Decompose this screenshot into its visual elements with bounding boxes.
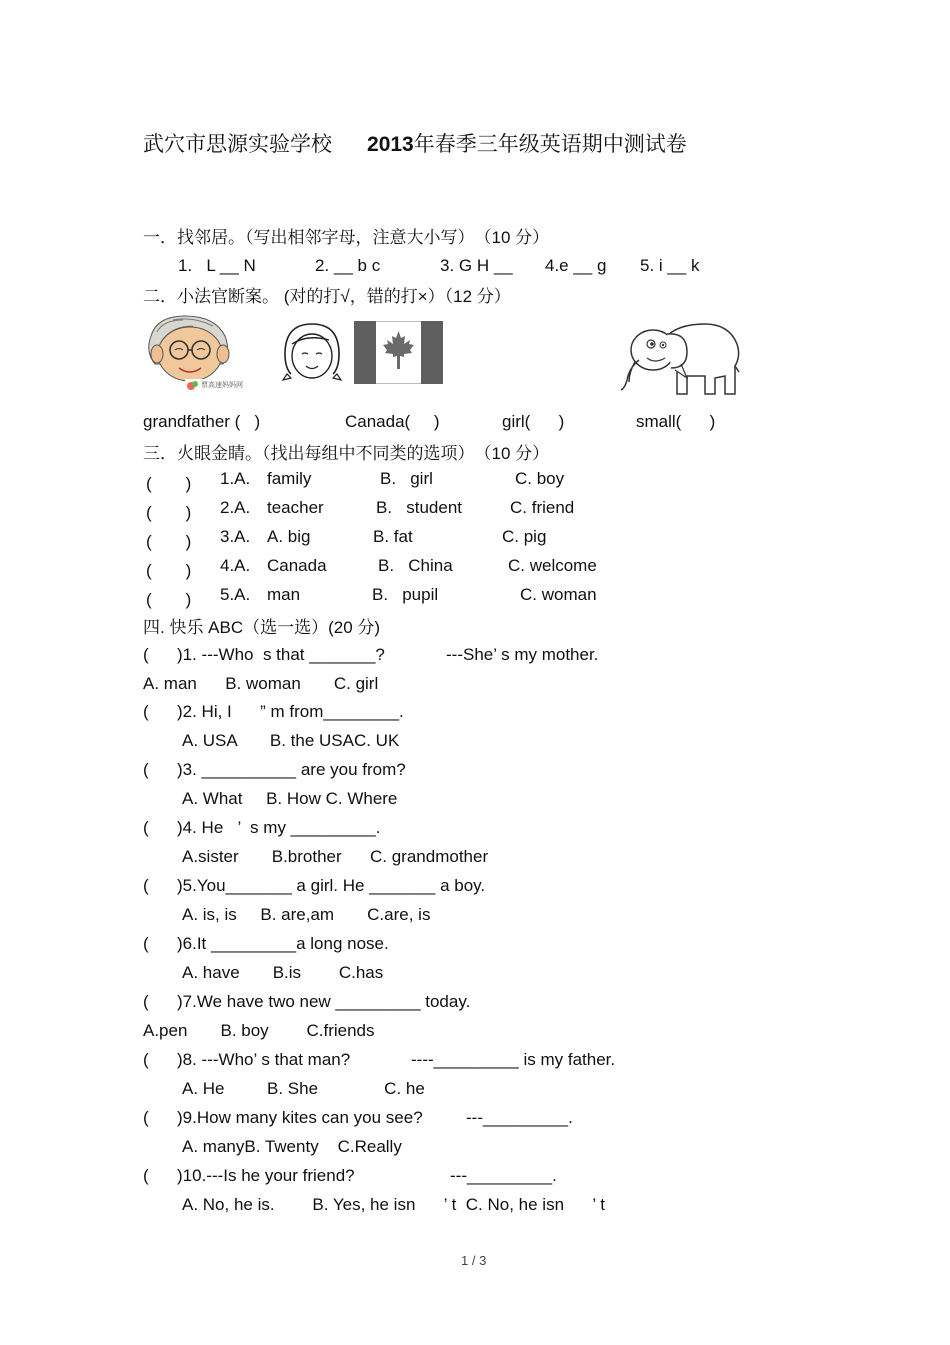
s1-item-1: 1. L __ N xyxy=(178,256,256,275)
s3-row2-a: teacher xyxy=(267,498,324,517)
s3-row5-a: man xyxy=(267,585,301,604)
s3-row2-num: 2.A. xyxy=(220,498,251,517)
q2-options: A. USA B. the USAC. UK xyxy=(182,731,400,750)
s3-row2-bracket: ( ) xyxy=(146,503,192,522)
s3-row3-num: 3.A. xyxy=(220,527,251,546)
page-number: 1 / 3 xyxy=(461,1253,487,1268)
caption-small: small( ) xyxy=(636,412,716,431)
q10-question: ( )10.---Is he your friend? xyxy=(143,1166,355,1185)
s3-row1-a: family xyxy=(267,469,312,488)
q4-options: A.sister B.brother C. grandmother xyxy=(182,847,489,866)
q7-options: A.pen B. boy C.friends xyxy=(143,1021,375,1040)
q10-response: ---_________. xyxy=(450,1166,557,1185)
canada-flag-image xyxy=(354,321,443,384)
s3-row3-bracket: ( ) xyxy=(146,532,192,551)
caption-grandfather: grandfather ( ) xyxy=(143,412,261,431)
s3-row4-c: C. welcome xyxy=(508,556,597,575)
q8-options: A. He B. She C. he xyxy=(182,1079,425,1098)
q2-question: ( )2. Hi, I ” m from________. xyxy=(143,702,404,721)
q1-question: ( )1. ---Who s that _______? xyxy=(143,645,385,664)
elephant-image xyxy=(617,316,745,400)
s3-row1-num: 1.A. xyxy=(220,469,251,488)
s3-row1-c: C. boy xyxy=(515,469,565,488)
watermark-text: 票高速妈妈网 xyxy=(201,381,243,389)
s1-item-5: 5. i __ k xyxy=(640,256,700,275)
s3-row3-a: A. big xyxy=(267,527,311,546)
section3-heading: 三．火眼金睛。（找出每组中不同类的选项） （10 分） xyxy=(143,444,550,463)
q3-question: ( )3. __________ are you from? xyxy=(143,760,406,779)
q5-question: ( )5.You_______ a girl. He _______ a boy. xyxy=(143,876,486,895)
s3-row1-b: B. girl xyxy=(380,469,433,488)
page-title xyxy=(143,128,687,158)
q9-question: ( )9.How many kites can you see? xyxy=(143,1108,423,1127)
s3-row5-c: C. woman xyxy=(520,585,597,604)
q5-options: A. is, is B. are,am C.are, is xyxy=(182,905,431,924)
s1-item-2: 2. __ b c xyxy=(315,256,381,275)
s3-row5-b: B. pupil xyxy=(372,585,439,604)
girl-image xyxy=(277,320,347,384)
q7-question: ( )7.We have two new _________ today. xyxy=(143,992,471,1011)
s1-item-3: 3. G H __ xyxy=(440,256,513,275)
section2-heading: 二．小法官断案。 (对的打√，错的打×）（12 分） xyxy=(143,287,511,306)
q1-options: A. man B. woman C. girl xyxy=(143,674,379,693)
s3-row3-b: B. fat xyxy=(373,527,413,546)
section4-heading: 四. 快乐 ABC（选一选）(20 分) xyxy=(143,618,381,637)
q4-question: ( )4. He ’ s my _________. xyxy=(143,818,381,837)
s3-row5-num: 5.A. xyxy=(220,585,251,604)
s3-row4-b: B. China xyxy=(378,556,453,575)
q1-response: ---She’ s my mother. xyxy=(446,645,599,664)
q10-options: A. No, he is. B. Yes, he isn ’ t C. No, he isn ’ t xyxy=(182,1195,605,1214)
s3-row4-num: 4.A. xyxy=(220,556,251,575)
q3-options: A. What B. How C. Where xyxy=(182,789,398,808)
q8-response: ----_________ is my father. xyxy=(411,1050,616,1069)
s3-row4-bracket: ( ) xyxy=(146,561,192,580)
s1-item-4: 4.e __ g xyxy=(545,256,607,275)
q6-question: ( )6.It _________a long nose. xyxy=(143,934,389,953)
title-rest: 年春季三年级英语期中测试卷 xyxy=(413,133,687,156)
caption-canada: Canada( ) xyxy=(345,412,440,431)
q6-options: A. have B.is C.has xyxy=(182,963,384,982)
s3-row2-c: C. friend xyxy=(510,498,575,517)
caption-girl: girl( ) xyxy=(502,412,565,431)
q9-options: A. manyB. Twenty C.Really xyxy=(182,1137,402,1156)
q9-response: ---_________. xyxy=(466,1108,573,1127)
s3-row5-bracket: ( ) xyxy=(146,590,192,609)
s3-row3-c: C. pig xyxy=(502,527,547,546)
s3-row2-b: B. student xyxy=(376,498,462,517)
s3-row1-bracket: ( ) xyxy=(146,474,192,493)
section1-heading: 一．找邻居。（写出相邻字母，注意大小写） （10 分） xyxy=(143,228,550,247)
title-year: 2013 xyxy=(367,133,414,156)
grandfather-image xyxy=(143,312,258,394)
s3-row4-a: Canada xyxy=(267,556,327,575)
q8-question: ( )8. ---Who’ s that man? xyxy=(143,1050,351,1069)
school-name: 武穴市思源实验学校 xyxy=(143,133,332,156)
